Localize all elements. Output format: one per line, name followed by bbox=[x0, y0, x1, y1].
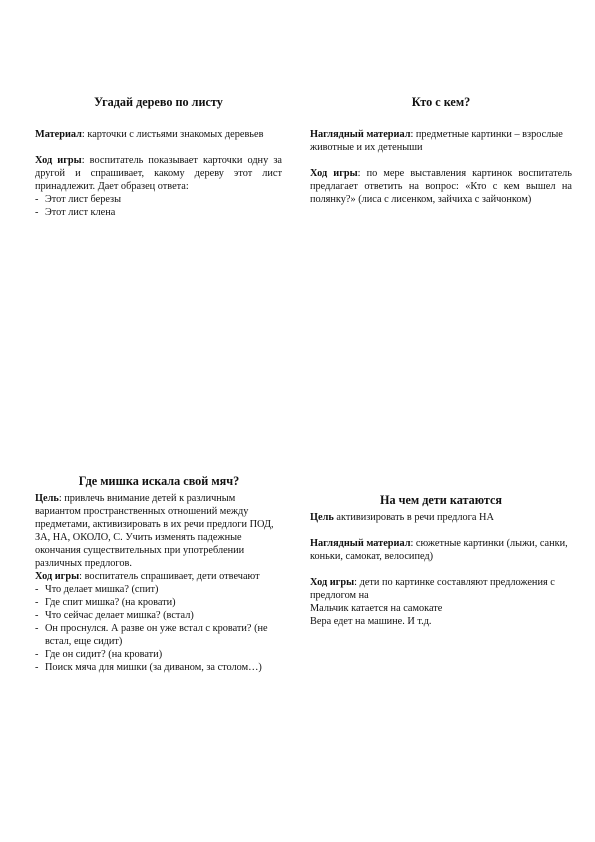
game-card-what-children-ride bbox=[310, 493, 572, 628]
material-text: : сюжетные картинки (лыжи, санки, коньки, самокат, велосипед) bbox=[310, 538, 568, 562]
card-title: Угадай дерево по листу bbox=[94, 95, 223, 109]
material-paragraph bbox=[310, 537, 572, 563]
material-text: : карточки с листьями знакомых деревьев bbox=[81, 129, 264, 140]
course-text: : дети по картинке составляют предложения с предлогом на bbox=[310, 577, 555, 601]
question-list bbox=[35, 583, 283, 674]
list-item: - Этот лист клена bbox=[35, 206, 282, 219]
goal-label: Цель bbox=[35, 493, 59, 504]
course-label: Ход игры bbox=[35, 155, 82, 166]
material-text: : предметные картинки – взрослые животные и их детеныши bbox=[310, 129, 563, 153]
card-title: Кто с кем? bbox=[411, 95, 471, 109]
material-paragraph bbox=[35, 128, 282, 141]
goal-label: Цель bbox=[310, 512, 334, 523]
course-paragraph bbox=[310, 167, 572, 206]
course-text: : по мере выставления картинок воспитатель предлагает ответить на вопрос: «Кто с кем вышел на полянку?» (лиса с лисенком, зайчиха с зайчонком) bbox=[310, 168, 572, 205]
game-card-guess-tree bbox=[35, 95, 282, 219]
card-title: На чем дети катаются bbox=[379, 493, 503, 507]
material-label: Материал bbox=[35, 129, 82, 140]
card-title: Где мишка искала свой мяч? bbox=[78, 474, 240, 488]
goal-text: : привлечь внимание детей к различным вариантом пространственных отношений между предметами, активизировать в их речи предлоги ПОД, ЗА, НА, ОКОЛО, С. Учить изменять падежные окончания существительных при употреблении различных предлогов. bbox=[35, 493, 274, 569]
course-label: Ход игры bbox=[310, 577, 355, 588]
example-line: Вера едет на машине. И т.д. bbox=[310, 616, 432, 627]
course-label: Ход игры bbox=[310, 168, 358, 179]
course-label: Ход игры bbox=[35, 571, 80, 582]
material-paragraph bbox=[310, 128, 572, 154]
game-card-who-with-whom bbox=[310, 95, 572, 206]
list-item: - Где спит мишка? (на кровати) bbox=[35, 596, 283, 609]
list-item: - Где он сидит? (на кровати) bbox=[35, 648, 283, 661]
goal-paragraph bbox=[310, 511, 572, 524]
course-paragraph bbox=[310, 576, 572, 602]
example-line: Мальчик катается на самокате bbox=[310, 603, 443, 614]
course-paragraph bbox=[35, 570, 283, 583]
course-paragraph bbox=[35, 154, 282, 193]
goal-paragraph bbox=[35, 492, 283, 570]
list-item: - Он проснулся. А разве он уже встал с кровати? (не встал, еще сидит) bbox=[35, 622, 283, 648]
course-text: : воспитатель показывает карточки одну за другой и спрашивает, какому дереву этот лист принадлежит. Дает образец ответа: bbox=[35, 155, 282, 192]
material-label: Наглядный материал bbox=[310, 538, 411, 549]
game-card-where-bear-searched bbox=[35, 474, 283, 674]
answer-list bbox=[35, 193, 282, 219]
list-item: - Что делает мишка? (спит) bbox=[35, 583, 283, 596]
course-text: : воспитатель спрашивает, дети отвечают bbox=[79, 571, 260, 582]
list-item: - Что сейчас делает мишка? (встал) bbox=[35, 609, 283, 622]
material-label: Наглядный материал bbox=[310, 129, 411, 140]
goal-text: активизировать в речи предлога НА bbox=[333, 512, 494, 523]
list-item: - Этот лист березы bbox=[35, 193, 282, 206]
list-item: - Поиск мяча для мишки (за диваном, за столом…) bbox=[35, 661, 283, 674]
